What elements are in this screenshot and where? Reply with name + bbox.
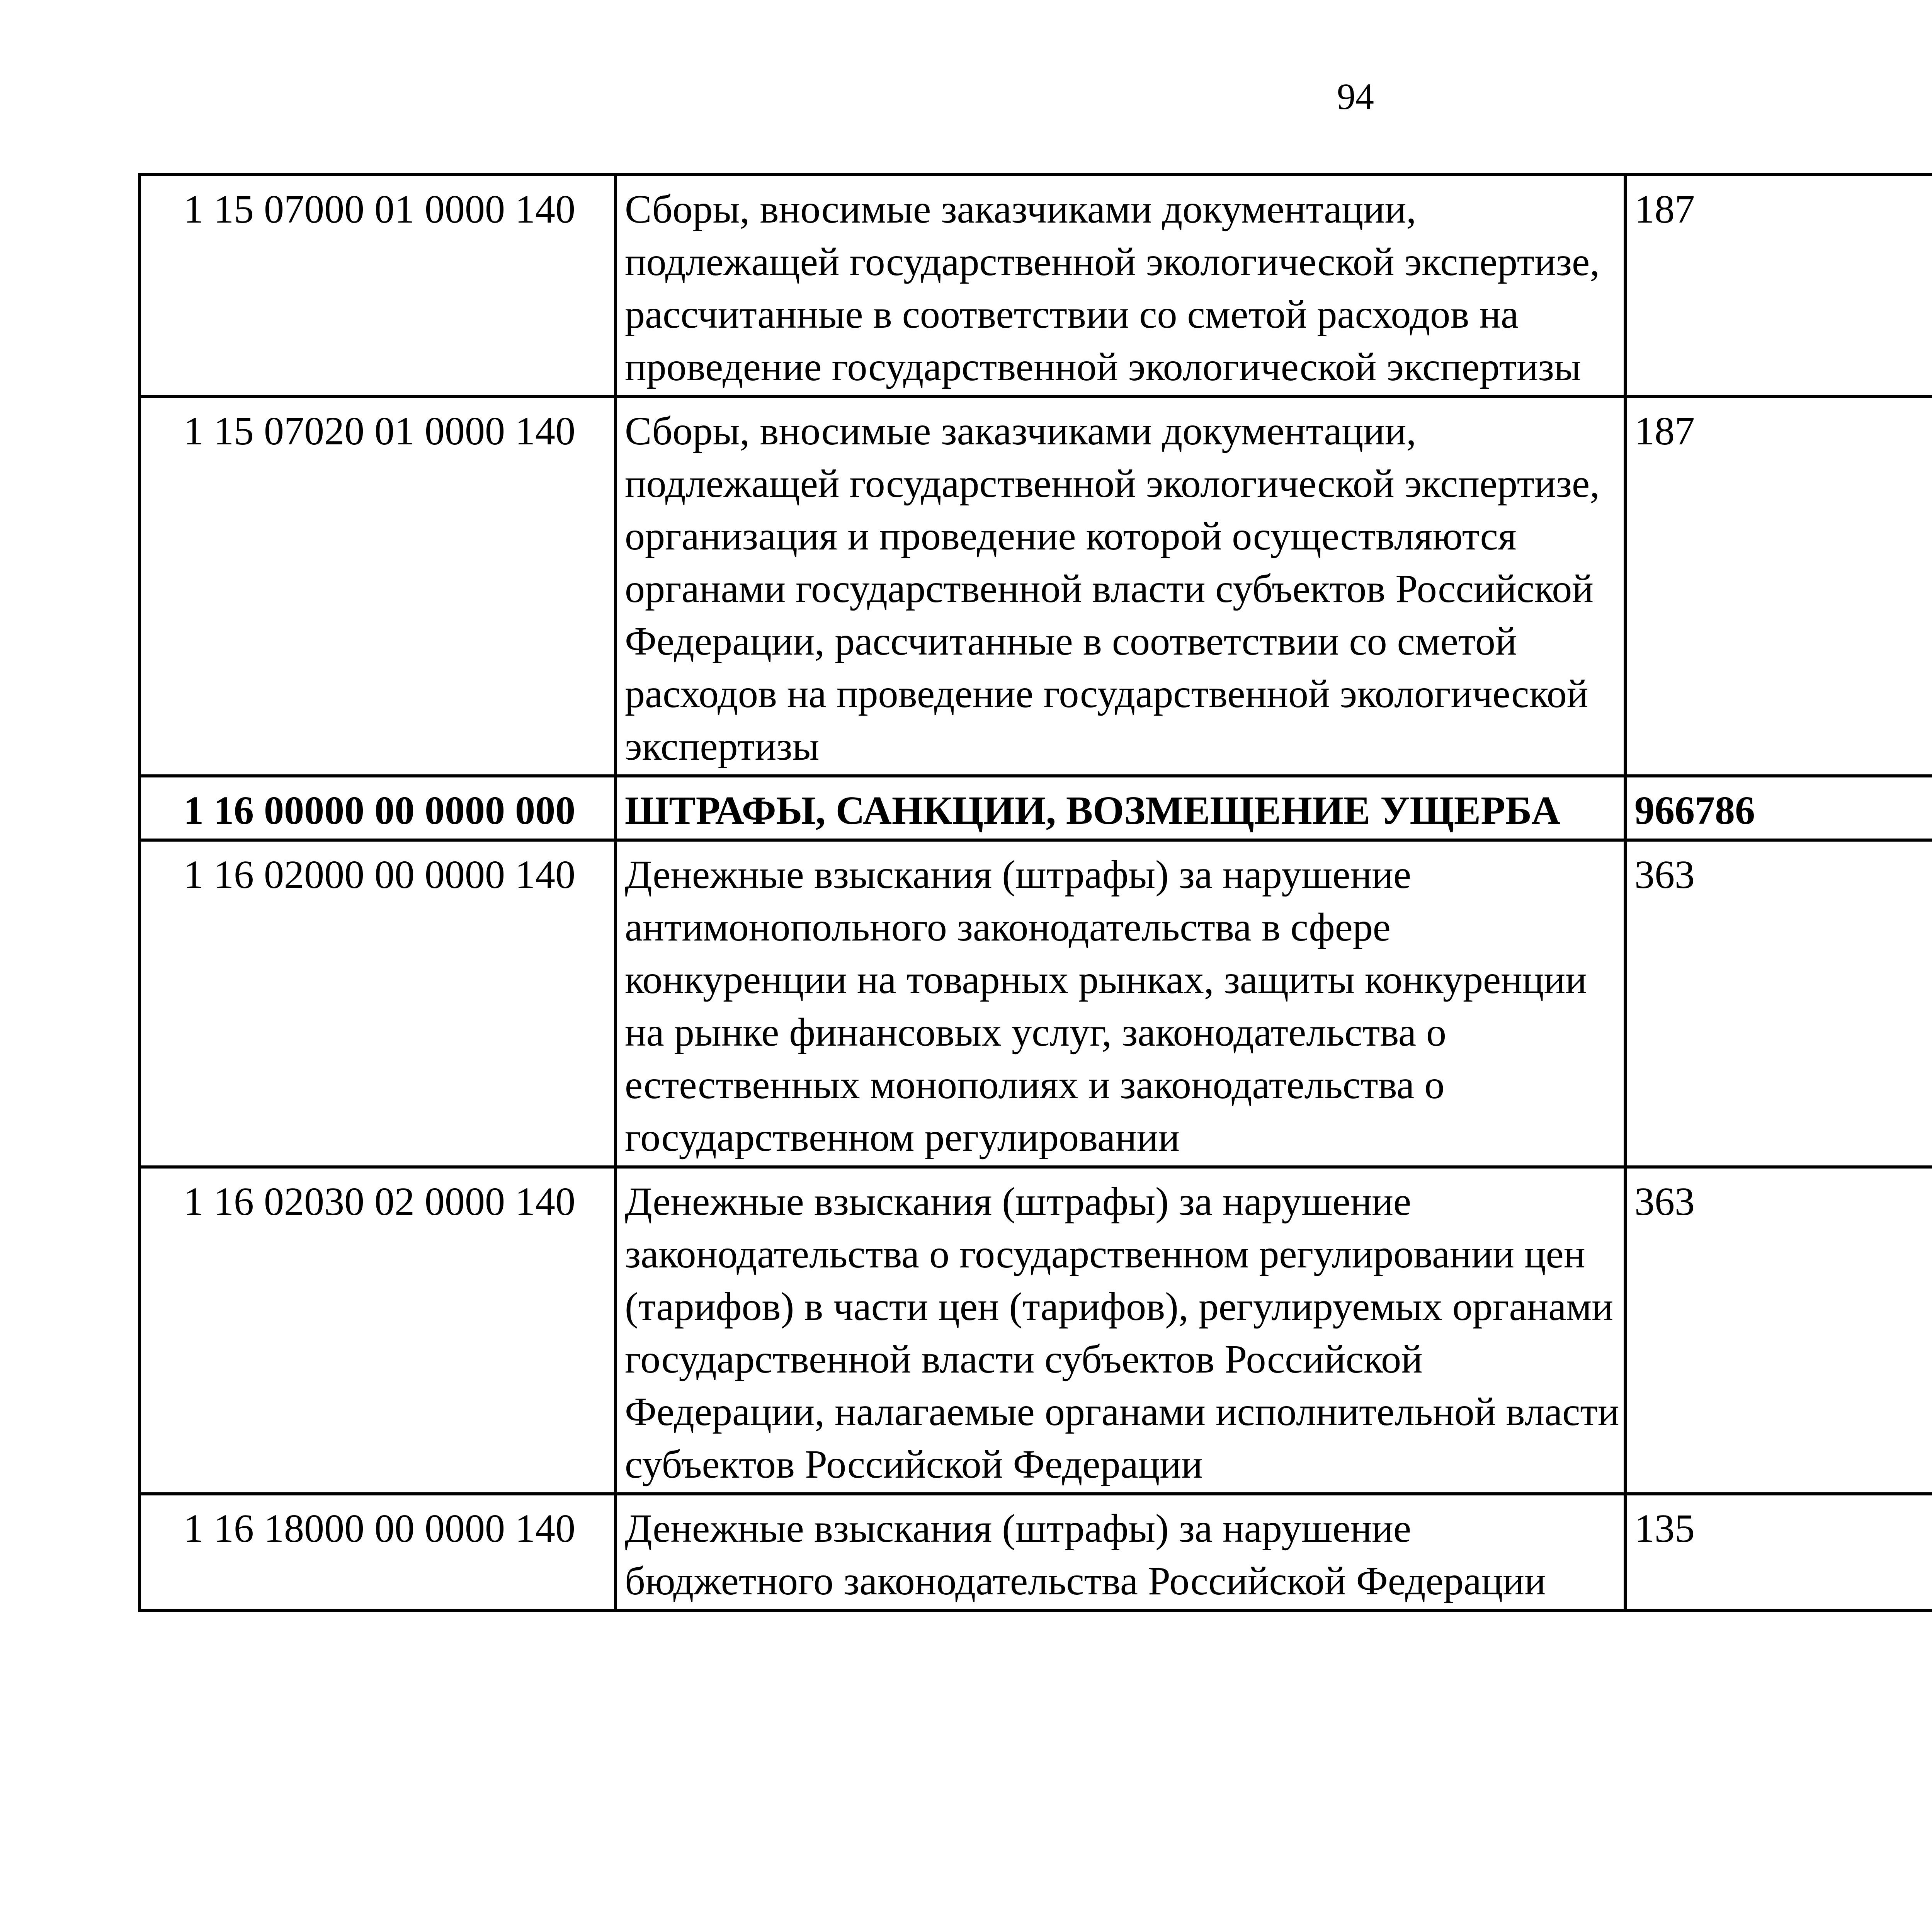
table-row (139, 175, 1932, 396)
budget-code: 1 16 02030 02 0000 140 (139, 1167, 616, 1494)
revenue-name: Сборы, вносимые заказчиками документации, подлежащей государственной экологической экспертизе, рассчитанные в соответствии со сметой расходов на проведение государственной экологической экспертизы (616, 175, 1625, 396)
page-number: 94 (1337, 76, 1374, 117)
table-row (139, 840, 1932, 1167)
value-year-1: 135 (1625, 1494, 1932, 1611)
value-year-1: 363 (1625, 840, 1932, 1167)
table-row-section-total (139, 776, 1932, 840)
revenue-name: ШТРАФЫ, САНКЦИИ, ВОЗМЕЩЕНИЕ УЩЕРБА (616, 776, 1625, 840)
budget-code: 1 16 00000 00 0000 000 (139, 776, 616, 840)
budget-code: 1 15 07020 01 0000 140 (139, 396, 616, 776)
value-year-1: 363 (1625, 1167, 1932, 1494)
budget-revenue-table (138, 173, 1932, 1612)
budget-code: 1 16 18000 00 0000 140 (139, 1494, 616, 1611)
table-row (139, 1494, 1932, 1611)
revenue-name: Сборы, вносимые заказчиками документации, подлежащей государственной экологической экспертизе, организация и проведение которой осуществляются органами государственной власти субъектов Российской Федерации, рассчитанные в соответствии со сметой расходов на проведение государственной экологической экспертизы (616, 396, 1625, 776)
budget-code: 1 15 07000 01 0000 140 (139, 175, 616, 396)
revenue-name: Денежные взыскания (штрафы) за нарушение антимонопольного законодательства в сфере конкуренции на товарных рынках, защиты конкуренции на рынке финансовых услуг, законодательства о естественных монополиях и законодательства о государственном регулировании (616, 840, 1625, 1167)
revenue-name: Денежные взыскания (штрафы) за нарушение законодательства о государственном регулировании цен (тарифов) в части цен (тарифов), регулируемых органами государственной власти субъектов Российской Федерации, налагаемые органами исполнительной власти субъектов Российской Федерации (616, 1167, 1625, 1494)
budget-code: 1 16 02000 00 0000 140 (139, 840, 616, 1167)
revenue-name: Денежные взыскания (штрафы) за нарушение бюджетного законодательства Российской Федерации (616, 1494, 1625, 1611)
value-year-1: 187 (1625, 175, 1932, 396)
table-row (139, 1167, 1932, 1494)
table-row (139, 396, 1932, 776)
value-year-1: 187 (1625, 396, 1932, 776)
value-year-1: 966786 (1625, 776, 1932, 840)
